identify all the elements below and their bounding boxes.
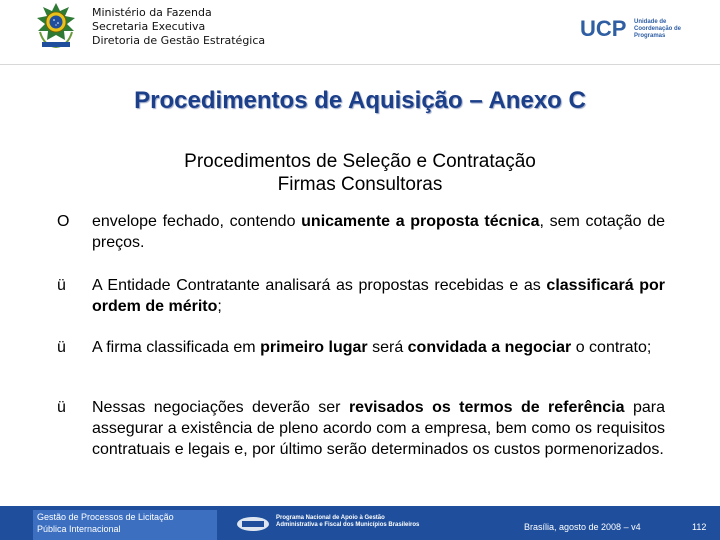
ministry-line-2: Secretaria Executiva bbox=[92, 20, 206, 33]
header-divider bbox=[0, 64, 720, 65]
footer-program-line-1: Programa Nacional de Apoio à Gestão bbox=[276, 515, 385, 521]
bullet-marker: O bbox=[57, 213, 70, 230]
bullet-text-run: para assegurar a existência de pleno acordo com a empresa, bem como os requisitos contratuais e legais e, por último serão determinados os custos pormenorizados. bbox=[92, 399, 666, 458]
bullet-item bbox=[57, 337, 665, 358]
footer-program-line-2: Administrativa e Fiscal dos Municípios Brasileiros bbox=[276, 522, 420, 528]
ucp-logo-text: UCP bbox=[580, 16, 627, 41]
footer-course-title bbox=[37, 511, 174, 535]
slide-subtitle bbox=[0, 150, 720, 196]
bullet-item bbox=[57, 275, 665, 317]
ministry-header bbox=[92, 6, 265, 48]
bullet-text-run: A firma classificada em bbox=[92, 339, 261, 356]
bullet-text-emphasis: primeiro lugar bbox=[260, 339, 368, 356]
ministry-line-3: Diretoria de Gestão Estratégica bbox=[92, 34, 266, 47]
ucp-logo bbox=[580, 16, 690, 46]
bullet-item bbox=[57, 211, 665, 253]
bullet-text-emphasis: classificará por ordem de mérito bbox=[92, 277, 665, 315]
footer-program-name bbox=[276, 515, 419, 529]
bullet-text bbox=[92, 397, 665, 460]
ucp-logo-subtitle bbox=[634, 19, 681, 40]
footer-page-number: 112 bbox=[692, 522, 707, 532]
brazil-coat-of-arms-icon bbox=[34, 2, 78, 50]
bullet-text bbox=[92, 337, 665, 358]
ucp-sub-line-3: Programas bbox=[634, 33, 666, 39]
ucp-sub-line-2: Coordenação de bbox=[634, 26, 682, 32]
bullet-text-run: será bbox=[367, 339, 408, 356]
ministry-line-1: Ministério da Fazenda bbox=[92, 6, 212, 19]
footer-date: Brasília, agosto de 2008 – v4 bbox=[524, 522, 641, 532]
footer-course-line-1: Gestão de Processos de Licitação bbox=[37, 512, 174, 522]
bullet-text-emphasis: unicamente a proposta técnica bbox=[301, 213, 540, 230]
ucp-sub-line-1: Unidade de bbox=[634, 19, 667, 25]
bullet-text-run: Nessas negociações deverão ser bbox=[92, 399, 349, 416]
bullet-text-run: ; bbox=[217, 298, 222, 315]
bullet-text-run: envelope fechado, contendo bbox=[92, 213, 302, 230]
bullet-text-run: , sem cotação de preços. bbox=[92, 213, 666, 251]
bullet-text-emphasis: revisados os termos de referência bbox=[348, 399, 625, 416]
subtitle-line-2: Firmas Consultoras bbox=[277, 174, 443, 195]
checkmark-icon: ü bbox=[57, 277, 66, 294]
checkmark-icon: ü bbox=[57, 399, 66, 416]
checkmark-icon: ü bbox=[57, 339, 66, 356]
bullet-text-run: A Entidade Contratante analisará as propostas recebidas e as bbox=[92, 277, 547, 294]
bullet-text bbox=[92, 211, 665, 253]
footer-course-line-2: Pública Internacional bbox=[37, 524, 121, 534]
bullet-text-run: o contrato; bbox=[571, 339, 652, 356]
slide-title: Procedimentos de Aquisição – Anexo C bbox=[134, 87, 586, 114]
bullet-item bbox=[57, 397, 665, 460]
pnafm-logo-icon bbox=[236, 516, 270, 532]
bullet-text-emphasis: convidada a negociar bbox=[407, 339, 572, 356]
bullet-text bbox=[92, 275, 665, 317]
footer-bar bbox=[0, 506, 720, 540]
subtitle-line-1: Procedimentos de Seleção e Contratação bbox=[184, 151, 536, 172]
